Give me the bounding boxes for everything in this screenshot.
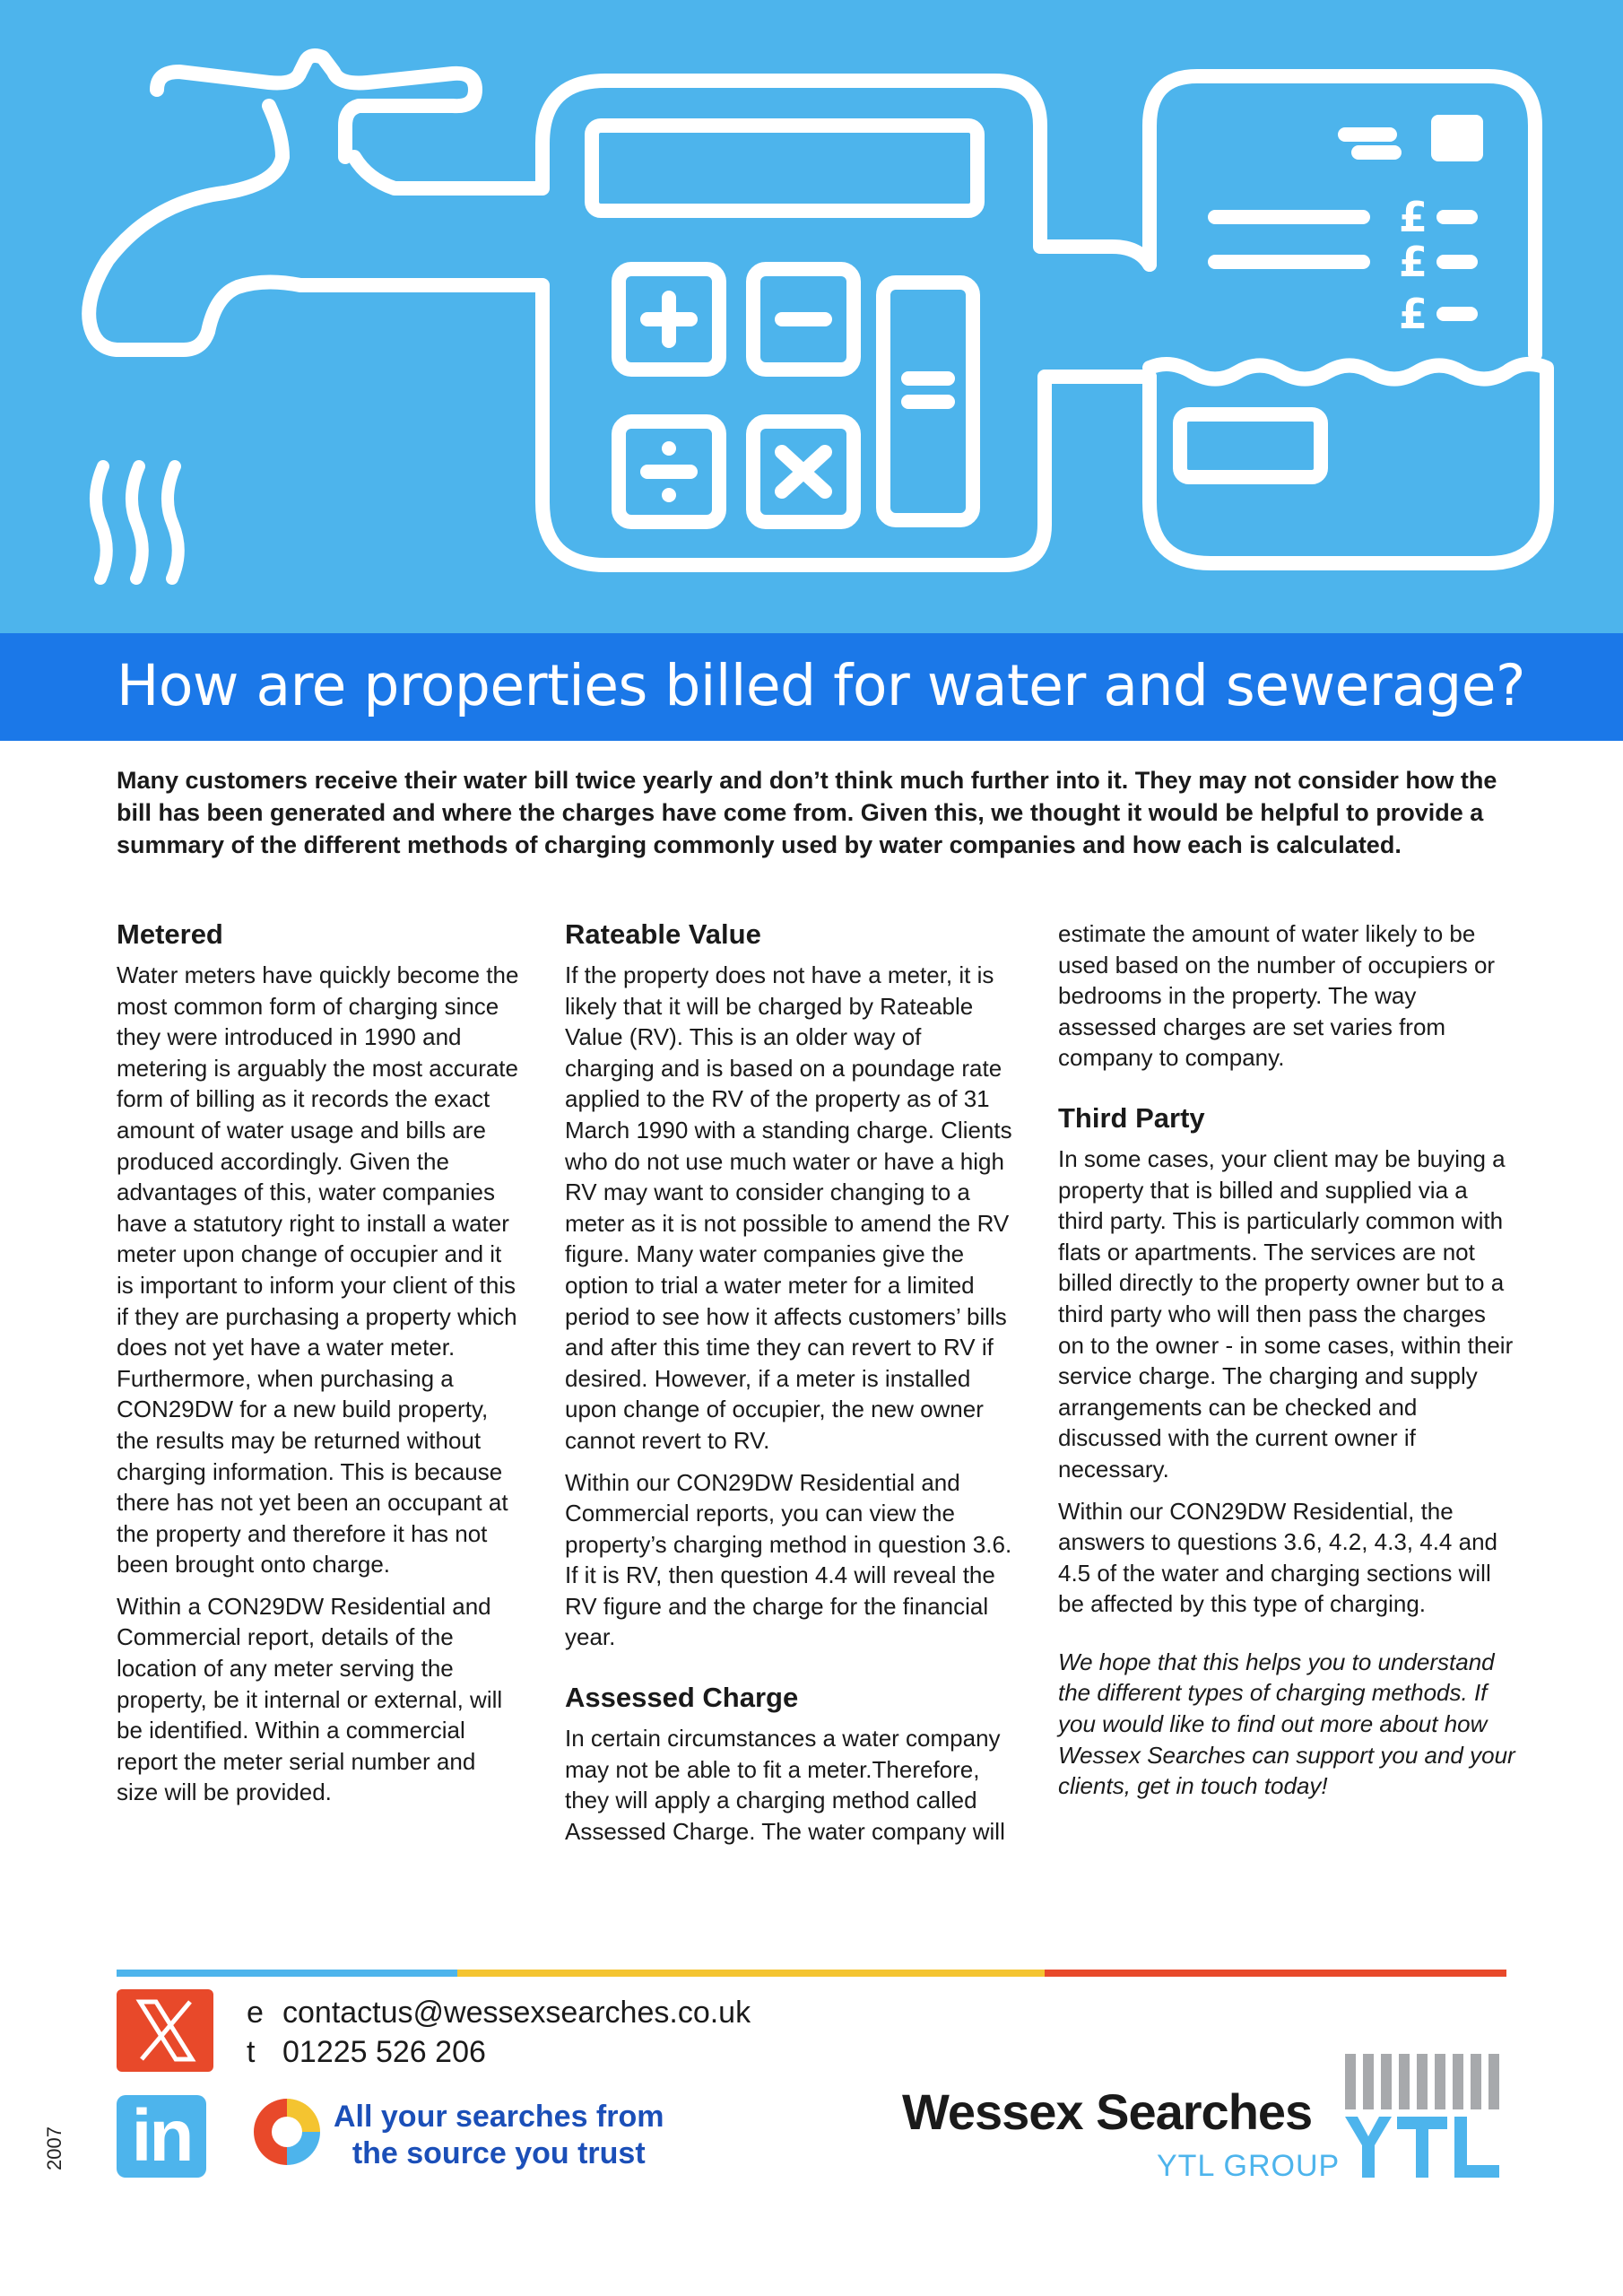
svg-text:£: £ — [1399, 238, 1428, 286]
ytl-logo-icon — [1345, 2054, 1506, 2179]
contact-phone-row — [247, 2034, 486, 2070]
rateable-paragraph-1: If the property does not have a meter, it is likely that it will be charged by Rateable Value (RV). This is an older way of charging and is based on a poundage rate applied to the RV of the property as of 31 March 1990 with a standing charge. Clients who do not use much water or have a high RV may want to consider changing to a meter as it is not possible to amend the RV figure. Many water companies give the option to trial a water meter for a limited period to see how it affects customers’ bills and after this time they can revert to RV if desired. However, if a meter is installed upon change of occupier, the new owner cannot revert to RV. — [565, 961, 1012, 1454]
tagline-line-1: All your searches from — [334, 2100, 664, 2134]
column-third-party — [1058, 918, 1515, 1813]
email-link[interactable]: contactus@wessexsearches.co.uk — [282, 1996, 751, 2030]
footer-rule-yellow — [457, 1970, 1045, 1977]
third-party-paragraph-1: In some cases, your client may be buying a property that is billed and supplied via a third party. This is particularly common with flats or apartments. The services are not billed directly to the property owner but to a third party who will then pass the charges on to the owner - in some cases, within their service charge. The charging and supply arrangements can be checked and discussed with the current owner if necessary. — [1058, 1144, 1514, 1483]
footer-rule-red — [1045, 1970, 1506, 1977]
third-party-paragraph-2: Within our CON29DW Residential, the answers to questions 3.6, 4.2, 4.3, 4.4 and 4.5 of the water and charging sections will be affected by this type of charging. — [1058, 1497, 1497, 1618]
linkedin-icon[interactable]: in — [117, 2095, 206, 2178]
email-key: e — [247, 1996, 264, 2030]
brand-group: YTL GROUP — [1157, 2149, 1341, 2183]
assessed-paragraph-1b: estimate the amount of water likely to be used based on the number of occupiers or bedrooms in the property. The way assessed charges are set varies from company to company. — [1058, 920, 1496, 1072]
svg-text:£: £ — [1399, 290, 1428, 338]
document-code: 2007 — [43, 2126, 65, 2170]
rateable-paragraph-2: Within our CON29DW Residential and Commercial reports, you can view the property’s charging method in question 3.6. If it is RV, then question 4.4 will reveal the RV figure and the charge for the financial year. — [565, 1468, 1012, 1651]
phone-number[interactable]: 01225 526 206 — [282, 2035, 486, 2069]
phone-key: t — [247, 2035, 256, 2069]
column-rateable-value — [565, 917, 1013, 1857]
column-metered — [117, 917, 520, 1819]
tagline-swirl-icon — [247, 2092, 327, 2172]
section-heading-rateable-value: Rateable Value — [565, 918, 761, 950]
metered-paragraph-2: Within a CON29DW Residential and Commercial report, details of the location of any meter serving the property, be it internal or external, will be identified. Within a commercial report the meter serial number and size will be provided. — [117, 1592, 503, 1806]
contact-email-row — [247, 1995, 751, 2031]
closing-paragraph: We hope that this helps you to understand the different types of charging methods. If you would like to find out more about how Wessex Searches can support you and your clients, get in touch today! — [1058, 1648, 1515, 1800]
svg-text:£: £ — [1399, 193, 1428, 241]
brand-name: Wessex Searches — [902, 2083, 1313, 2140]
section-heading-third-party: Third Party — [1058, 1101, 1205, 1134]
section-heading-assessed-charge: Assessed Charge — [565, 1682, 799, 1714]
assessed-paragraph-1a: In certain circumstances a water company may not be able to fit a meter.Therefore, they will apply a charging method called Assessed Charge. The water company will — [565, 1725, 1005, 1845]
tagline — [334, 2099, 664, 2172]
title-band — [0, 633, 1623, 741]
hero-illustration — [0, 0, 1623, 633]
page-title: How are properties billed for water and sewerage? — [117, 653, 1525, 718]
intro-paragraph: Many customers receive their water bill twice yearly and don’t think much further into it. They may not consider how the bill has been generated and where the charges have come from. Given this, we thought it would be helpful to provide a summary of the different methods of charging commonly used by water companies and how each is calculated. — [117, 767, 1497, 858]
tap-calculator-bill-icon — [0, 0, 1623, 633]
tagline-line-2: the source you trust — [352, 2136, 646, 2170]
x-logo-icon[interactable] — [117, 1989, 213, 2072]
section-heading-metered: Metered — [117, 918, 223, 950]
metered-paragraph-1: Water meters have quickly become the most common form of charging since they were introduced in 1990 and metering is arguably the most accurate form of billing as it records the exact amount of water usage and bills are produced accordingly. Given the advantages of this, water companies have a statutory right to install a water meter upon change of occupier and it is important to inform your client of this if they are purchasing a property which does not yet have a water meter. Furthermore, when purchasing a CON29DW for a new build property, the results may be returned without charging information. This is because there has not yet been an occupant at the property and therefore it has not been brought onto charge. — [117, 961, 519, 1578]
footer-rule-blue — [117, 1970, 457, 1977]
